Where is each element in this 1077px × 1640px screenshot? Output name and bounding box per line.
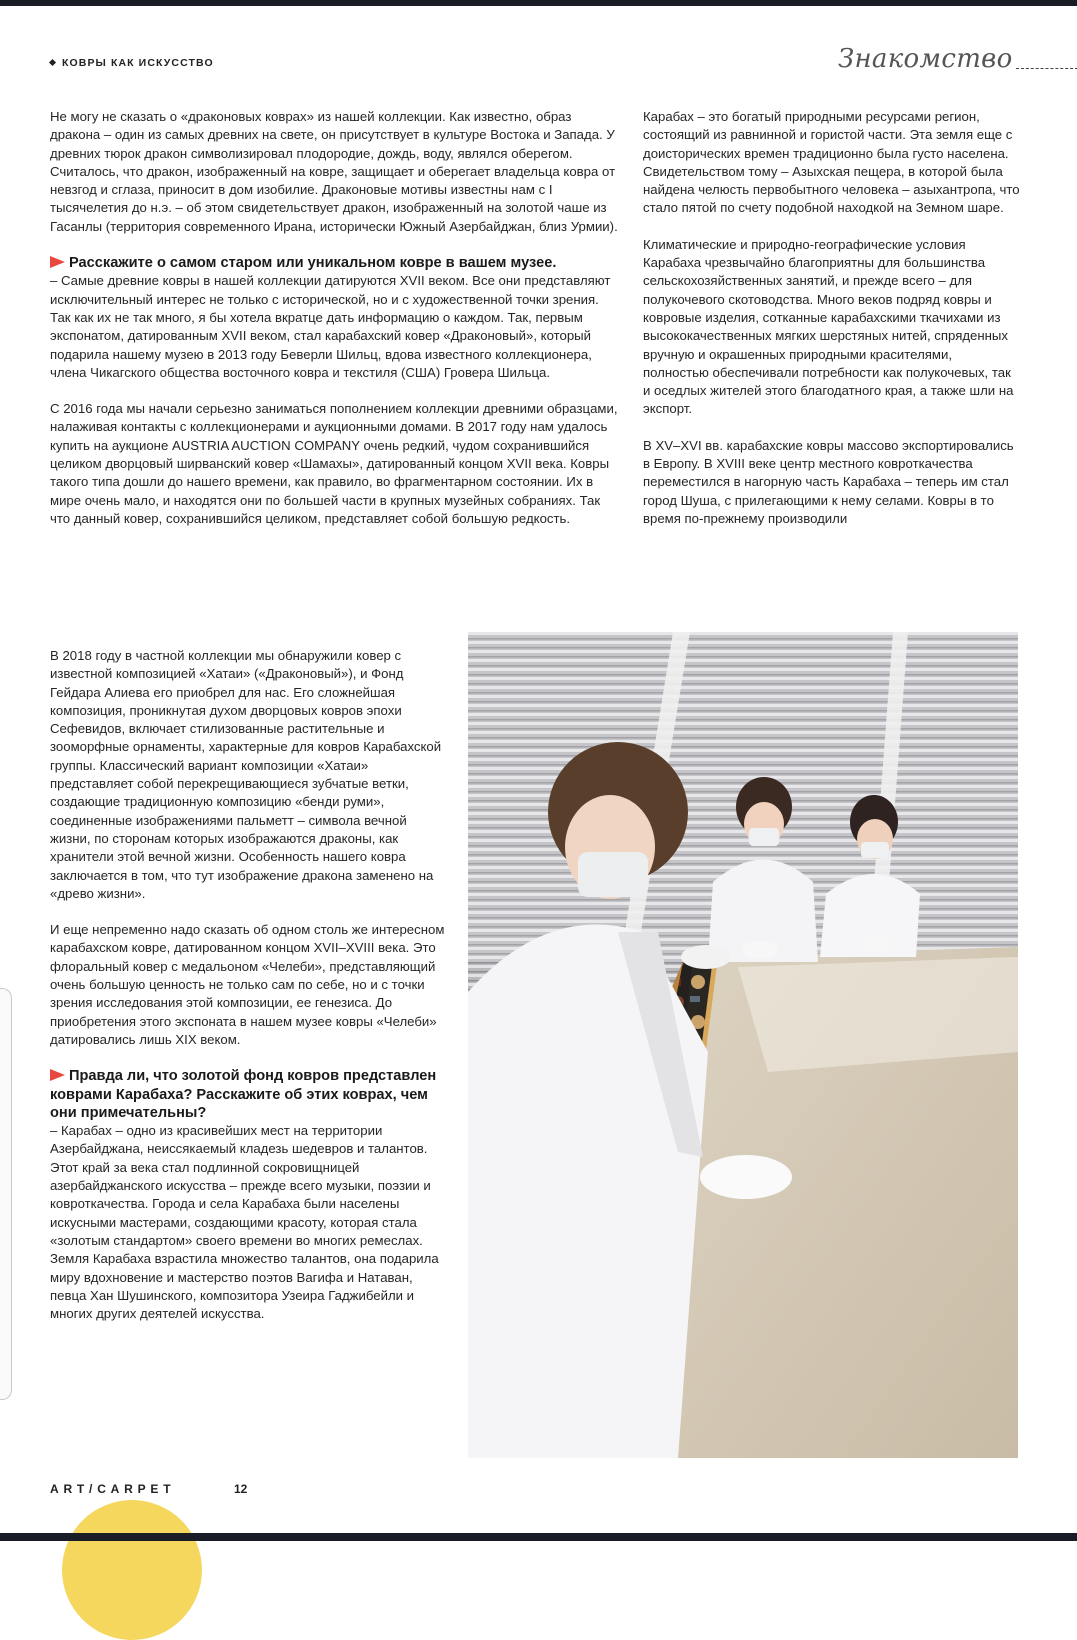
page-number: 12 — [234, 1482, 248, 1496]
section-label — [50, 57, 214, 69]
dashed-divider — [1016, 68, 1077, 69]
decorative-yellow-circle — [62, 1500, 202, 1640]
top-border-bar — [0, 0, 1077, 6]
question-text: Расскажите о самом старом или уникальном ковре в вашем музее. — [69, 255, 557, 272]
triangle-bullet-icon — [50, 1069, 65, 1081]
question-text: Правда ли, что золотой фонд ковров представлен коврами Карабаха? Расскажите об этих коврах, чем они примечательны? — [50, 1068, 437, 1121]
section-label-text: КОВРЫ КАК ИСКУССТВО — [62, 57, 214, 69]
paragraph: Климатические и природно-географические условия Карабаха чрезвычайно благоприятны для большинства сельскохозяйственных занятий, и прежде всего – для полукочевого скотоводства. Много веков подряд ковры и ковровые изделия, сотканные карабахскими ткачихами из высококачественных мягких шерстяных нитей, спряденных вручную и окрашенных природными красителями, полностью обеспечивали потребности как полукочевых, так и оседлых жителей этого благодатного края, а также шли на экспорт. — [643, 236, 1014, 417]
footer-brand: ART/CARPET — [50, 1482, 176, 1496]
left-column-top — [50, 108, 622, 528]
paragraph: И еще непременно надо сказать об одном столь же интересном карабахском ковре, датированном концом XVII–XVIII века. Это флоральный ковер с медальоном «Челеби», представляющий очень большую ценность не только сам по себе, но и с точки зрения исследования этой композиции, ее генезиса. До приобретения этого экспоната в нашем музее ковры «Челеби» датировались лишь XIX веком. — [50, 922, 445, 1047]
paragraph: Карабах – это богатый природными ресурсами регион, состоящий из равнинной и гористой части. Эта земля еще с доисторических времен традиционно была густо населена. Свидетельством тому – Азыхская пещера, в которой была найдена челюсть первобытного человека – азыхантропа, что стало пятой по счету подобной находкой на Земном шаре. — [643, 109, 1020, 216]
bottom-border-bar — [0, 1533, 1077, 1541]
paragraph: – Карабах – одно из красивейших мест на территории Азербайджана, неиссякаемый кладезь шедевров и талантов. Этот край за века стал подлинной сокровищницей азербайджанского искусства – прежде всего музыки, поэзии и ковроткачества. Города и села Карабаха были населены искусными мастерами, создающими красоту, которая стала «золотым стандартом» своего времени во многих ремеслах. Земля Карабаха взрастила множество талантов, она подарила миру вдохновение и мастерство поэтов Вагифа и Натаван, певца Хан Шушинского, композитора Узеира Гаджибейли и многих других деятелей искусства. — [50, 1123, 439, 1322]
carpet-restoration-photo — [468, 632, 1018, 1458]
diamond-bullet-icon — [49, 59, 56, 66]
triangle-bullet-icon — [50, 256, 65, 268]
question-heading — [50, 1067, 450, 1122]
paragraph: В XV–XVI вв. карабахские ковры массово экспортировались в Европу. В XVIII веке центр местного ковроткачества переместился в нагорную часть Карабаха – теперь им стал город Шуша, с прилегающими к нему селами. Ковры в то время по-прежнему производили — [643, 437, 1014, 526]
paragraph: Не могу не сказать о «драконовых коврах» из нашей коллекции. Как известно, образ дракона – один из самых древних на свете, он присутствует в культуре Востока и Запада. У древних тюрок дракон символизировал плодородие, дождь, воду, являлся оберегом. Считалось, что дракон, изображенный на ковре, защищает и оберегает владельца ковра от невзгод и сглаза, приносит в дом изобилие. Драконовые мотивы известны нам с I тысячелетия до н.э. – об этом свидетельствует дракон, изображенный на золотой чаше из Гасанлы (территория современного Ирана, исторически Южный Азербайджан, близ Урмии). — [50, 109, 618, 234]
section-title: Знакомство — [838, 44, 1013, 74]
paragraph: – Самые древние ковры в нашей коллекции датируются XVII веком. Все они представляют исключительный интерес не только с исторической, но и с художественной точки зрения. Так как их не так много, я бы хотела вкратце дать информацию о каждом. Так, первым экспонатом, датированным XVII веком, стал карабахский ковер «Драконовый», который подарила нашему музею в 2013 году Беверли Шильц, вдова известного коллекционера, члена Чикагского общества восточного ковра и текстиля (США) Гровера Шильца. — [50, 273, 611, 380]
paragraph: В 2018 году в частной коллекции мы обнаружили ковер с известной композицией «Хатаи» («Драконовый»), и Фонд Гейдара Алиева его приобрел для нас. Его сложнейшая композиция, проникнутая духом дворцовых ковров эпохи Сефевидов, включает стилизованные растительные и зооморфные орнаменты, характерные для ковров Карабахской группы. Классический вариант композиции «Хатаи» представляет собой перекрещивающиеся зубчатые ветки, создающие традиционную композицию «бенди руми», соединенные изображениями пальметт – символа вечной жизни, по сторонам которых изображаются драконы, как хранители этой вечной жизни. Особенность нашего ковра заключается в том, что тут изображение дракона заменено на «древо жизни». — [50, 648, 442, 901]
scroll-handle[interactable] — [0, 988, 12, 1400]
left-column-bottom — [50, 647, 450, 1323]
right-column — [643, 108, 1021, 528]
question-heading — [50, 254, 622, 272]
paragraph: С 2016 года мы начали серьезно заниматься пополнением коллекции древними образцами, налаживая контакты с коллекционерами и аукционными домами. В 2017 году нам удалось купить на аукционе AUSTRIA AUCTION COMPANY очень редкий, чудом сохранившийся целиком дворцовый ширванский ковер «Шамахы», датированный концом XVII века. Ковры такого типа дошли до нашего времени, как правило, во фрагментарном состоянии. Их в мире очень мало, и находятся они по большей части в крупных музейных собраниях. Так что данный ковер, сохранившийся целиком, представляет собой большую редкость. — [50, 401, 618, 526]
